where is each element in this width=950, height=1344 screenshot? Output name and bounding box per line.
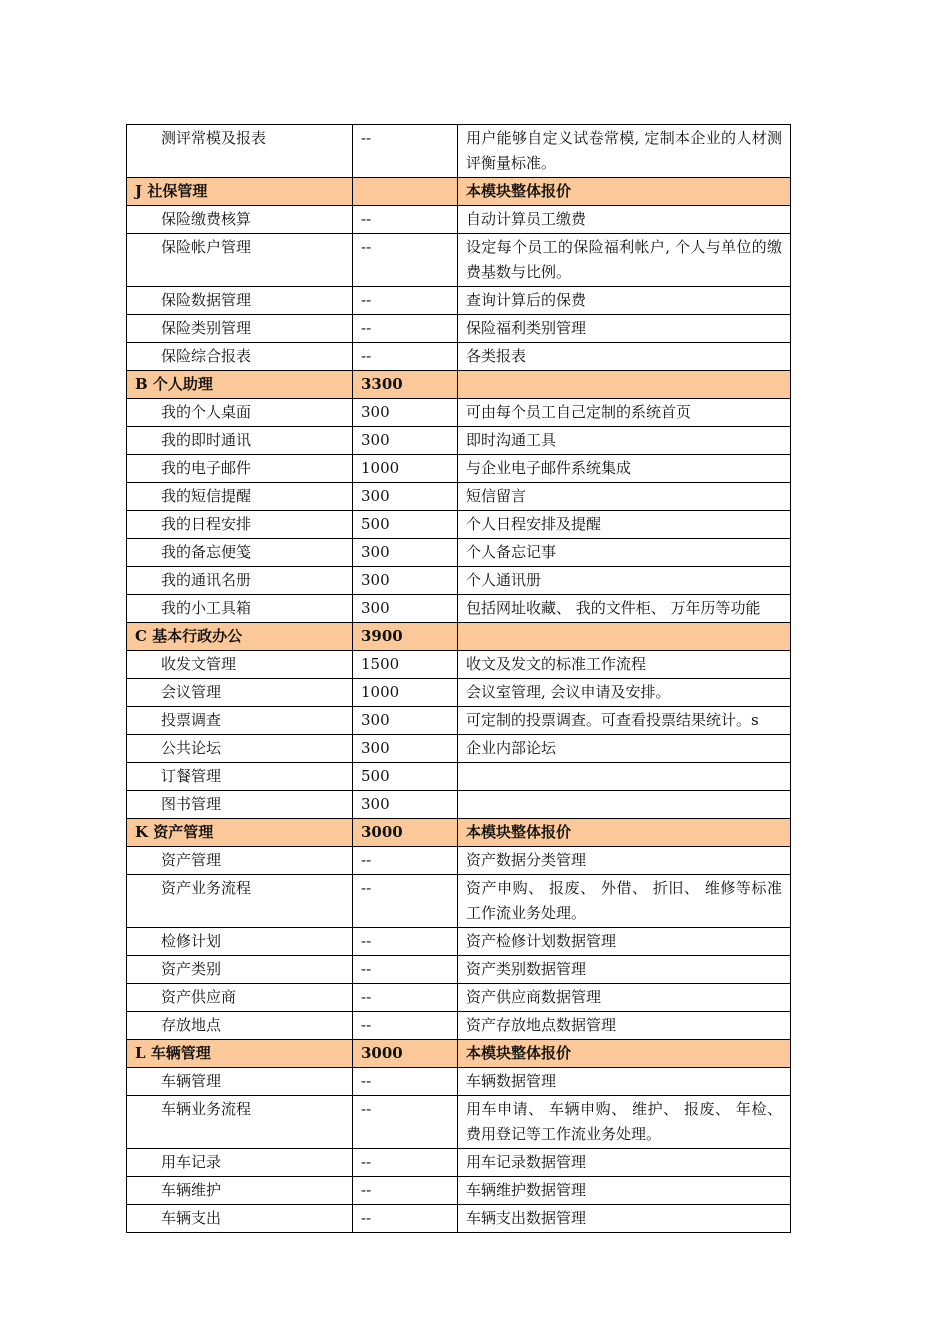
table-row xyxy=(127,679,791,707)
price-cell: 300 xyxy=(353,483,458,511)
price-cell: 1000 xyxy=(353,679,458,707)
price-cell: 300 xyxy=(353,735,458,763)
module-name-cell: 我的备忘便笺 xyxy=(127,539,353,567)
module-name-cell: 用车记录 xyxy=(127,1149,353,1177)
description-cell: 即时沟通工具 xyxy=(458,427,791,455)
module-name-cell: L 车辆管理 xyxy=(127,1040,353,1068)
table-row xyxy=(127,399,791,427)
price-cell: 1000 xyxy=(353,455,458,483)
module-name-cell: 我的短信提醒 xyxy=(127,483,353,511)
module-name-cell: 测评常模及报表 xyxy=(127,125,353,178)
description-cell: 查询计算后的保费 xyxy=(458,287,791,315)
price-cell: -- xyxy=(353,1068,458,1096)
module-name-cell: 保险综合报表 xyxy=(127,343,353,371)
price-cell: 3000 xyxy=(353,819,458,847)
price-cell: 300 xyxy=(353,595,458,623)
price-cell: 3000 xyxy=(353,1040,458,1068)
module-name-cell: 资产管理 xyxy=(127,847,353,875)
table-row xyxy=(127,956,791,984)
description-cell: 用户能够自定义试卷常模, 定制本企业的人材测评衡量标准。 xyxy=(458,125,791,178)
section-header-row xyxy=(127,1040,791,1068)
table-row xyxy=(127,315,791,343)
price-cell: -- xyxy=(353,847,458,875)
table-row xyxy=(127,735,791,763)
description-cell: 收文及发文的标准工作流程 xyxy=(458,651,791,679)
description-cell: 资产数据分类管理 xyxy=(458,847,791,875)
price-cell: 3300 xyxy=(353,371,458,399)
price-cell: 300 xyxy=(353,399,458,427)
module-name-cell: 会议管理 xyxy=(127,679,353,707)
module-name-cell: 保险帐户管理 xyxy=(127,234,353,287)
table-row xyxy=(127,427,791,455)
table-row xyxy=(127,511,791,539)
module-name-cell: 我的小工具箱 xyxy=(127,595,353,623)
price-cell: -- xyxy=(353,1096,458,1149)
table-row xyxy=(127,234,791,287)
price-cell: -- xyxy=(353,928,458,956)
table-row xyxy=(127,847,791,875)
description-cell: 会议室管理, 会议申请及安排。 xyxy=(458,679,791,707)
table-row xyxy=(127,455,791,483)
description-cell: 各类报表 xyxy=(458,343,791,371)
description-cell: 车辆支出数据管理 xyxy=(458,1205,791,1233)
section-header-row xyxy=(127,371,791,399)
table-row xyxy=(127,567,791,595)
table-row xyxy=(127,791,791,819)
section-header-row xyxy=(127,623,791,651)
table-row xyxy=(127,206,791,234)
description-cell: 可定制的投票调查。可查看投票结果统计。s xyxy=(458,707,791,735)
table-row xyxy=(127,707,791,735)
table-row xyxy=(127,595,791,623)
module-name-cell: 车辆维护 xyxy=(127,1177,353,1205)
module-name-cell: 存放地点 xyxy=(127,1012,353,1040)
description-cell: 自动计算员工缴费 xyxy=(458,206,791,234)
table-body xyxy=(127,125,791,1233)
module-name-cell: 我的通讯名册 xyxy=(127,567,353,595)
module-name-cell: 投票调查 xyxy=(127,707,353,735)
price-cell: 300 xyxy=(353,791,458,819)
table-row xyxy=(127,875,791,928)
module-name-cell: 我的个人桌面 xyxy=(127,399,353,427)
table-row xyxy=(127,1205,791,1233)
description-cell: 用车申请、 车辆申购、 维护、 报废、 年检、 费用登记等工作流业务处理。 xyxy=(458,1096,791,1149)
table-row xyxy=(127,287,791,315)
module-name-cell: 资产供应商 xyxy=(127,984,353,1012)
price-cell: 1500 xyxy=(353,651,458,679)
description-cell xyxy=(458,791,791,819)
price-cell: -- xyxy=(353,1149,458,1177)
description-cell: 短信留言 xyxy=(458,483,791,511)
module-name-cell: 我的电子邮件 xyxy=(127,455,353,483)
description-cell: 设定每个员工的保险福利帐户, 个人与单位的缴费基数与比例。 xyxy=(458,234,791,287)
module-name-cell: 我的日程安排 xyxy=(127,511,353,539)
description-cell xyxy=(458,763,791,791)
table-row xyxy=(127,1096,791,1149)
price-cell xyxy=(353,178,458,206)
table-row xyxy=(127,343,791,371)
table-row xyxy=(127,763,791,791)
description-cell: 本模块整体报价 xyxy=(458,1040,791,1068)
price-cell: 3900 xyxy=(353,623,458,651)
price-cell: -- xyxy=(353,1205,458,1233)
module-name-cell: 车辆业务流程 xyxy=(127,1096,353,1149)
module-name-cell: 资产业务流程 xyxy=(127,875,353,928)
module-name-cell: 我的即时通讯 xyxy=(127,427,353,455)
module-name-cell: 图书管理 xyxy=(127,791,353,819)
module-price-table xyxy=(126,124,791,1233)
table-row xyxy=(127,984,791,1012)
module-name-cell: K 资产管理 xyxy=(127,819,353,847)
module-name-cell: 收发文管理 xyxy=(127,651,353,679)
description-cell: 与企业电子邮件系统集成 xyxy=(458,455,791,483)
description-cell: 可由每个员工自己定制的系统首页 xyxy=(458,399,791,427)
price-cell: 300 xyxy=(353,427,458,455)
module-name-cell: 车辆管理 xyxy=(127,1068,353,1096)
module-name-cell: 保险类别管理 xyxy=(127,315,353,343)
module-name-cell: 保险缴费核算 xyxy=(127,206,353,234)
module-name-cell: 订餐管理 xyxy=(127,763,353,791)
price-cell: -- xyxy=(353,875,458,928)
module-name-cell: 保险数据管理 xyxy=(127,287,353,315)
section-header-row xyxy=(127,178,791,206)
table-row xyxy=(127,1068,791,1096)
table-row xyxy=(127,1177,791,1205)
price-cell: -- xyxy=(353,234,458,287)
table-row xyxy=(127,1149,791,1177)
price-cell: -- xyxy=(353,206,458,234)
module-name-cell: 车辆支出 xyxy=(127,1205,353,1233)
module-name-cell: B 个人助理 xyxy=(127,371,353,399)
price-cell: 500 xyxy=(353,511,458,539)
table-row xyxy=(127,651,791,679)
price-cell: -- xyxy=(353,315,458,343)
description-cell: 个人通讯册 xyxy=(458,567,791,595)
price-cell: -- xyxy=(353,984,458,1012)
module-name-cell: 资产类别 xyxy=(127,956,353,984)
description-cell: 车辆维护数据管理 xyxy=(458,1177,791,1205)
description-cell: 个人日程安排及提醒 xyxy=(458,511,791,539)
description-cell xyxy=(458,623,791,651)
description-cell: 资产类别数据管理 xyxy=(458,956,791,984)
price-cell: 500 xyxy=(353,763,458,791)
section-header-row xyxy=(127,819,791,847)
module-name-cell: J 社保管理 xyxy=(127,178,353,206)
description-cell: 保险福利类别管理 xyxy=(458,315,791,343)
description-cell: 资产申购、 报废、 外借、 折旧、 维修等标准工作流业务处理。 xyxy=(458,875,791,928)
description-cell: 用车记录数据管理 xyxy=(458,1149,791,1177)
description-cell: 个人备忘记事 xyxy=(458,539,791,567)
description-cell: 包括网址收藏、 我的文件柜、 万年历等功能 xyxy=(458,595,791,623)
table-row xyxy=(127,1012,791,1040)
description-cell: 资产检修计划数据管理 xyxy=(458,928,791,956)
table-row xyxy=(127,125,791,178)
price-cell: 300 xyxy=(353,539,458,567)
description-cell xyxy=(458,371,791,399)
price-cell: -- xyxy=(353,1012,458,1040)
price-cell: 300 xyxy=(353,707,458,735)
description-cell: 资产存放地点数据管理 xyxy=(458,1012,791,1040)
description-cell: 资产供应商数据管理 xyxy=(458,984,791,1012)
price-cell: -- xyxy=(353,1177,458,1205)
price-cell: -- xyxy=(353,343,458,371)
table-row xyxy=(127,928,791,956)
table-row xyxy=(127,483,791,511)
price-cell: -- xyxy=(353,956,458,984)
price-cell: 300 xyxy=(353,567,458,595)
description-cell: 本模块整体报价 xyxy=(458,178,791,206)
module-name-cell: 检修计划 xyxy=(127,928,353,956)
module-name-cell: C 基本行政办公 xyxy=(127,623,353,651)
description-cell: 车辆数据管理 xyxy=(458,1068,791,1096)
module-name-cell: 公共论坛 xyxy=(127,735,353,763)
description-cell: 本模块整体报价 xyxy=(458,819,791,847)
description-cell: 企业内部论坛 xyxy=(458,735,791,763)
table-row xyxy=(127,539,791,567)
price-cell: -- xyxy=(353,287,458,315)
price-cell: -- xyxy=(353,125,458,178)
